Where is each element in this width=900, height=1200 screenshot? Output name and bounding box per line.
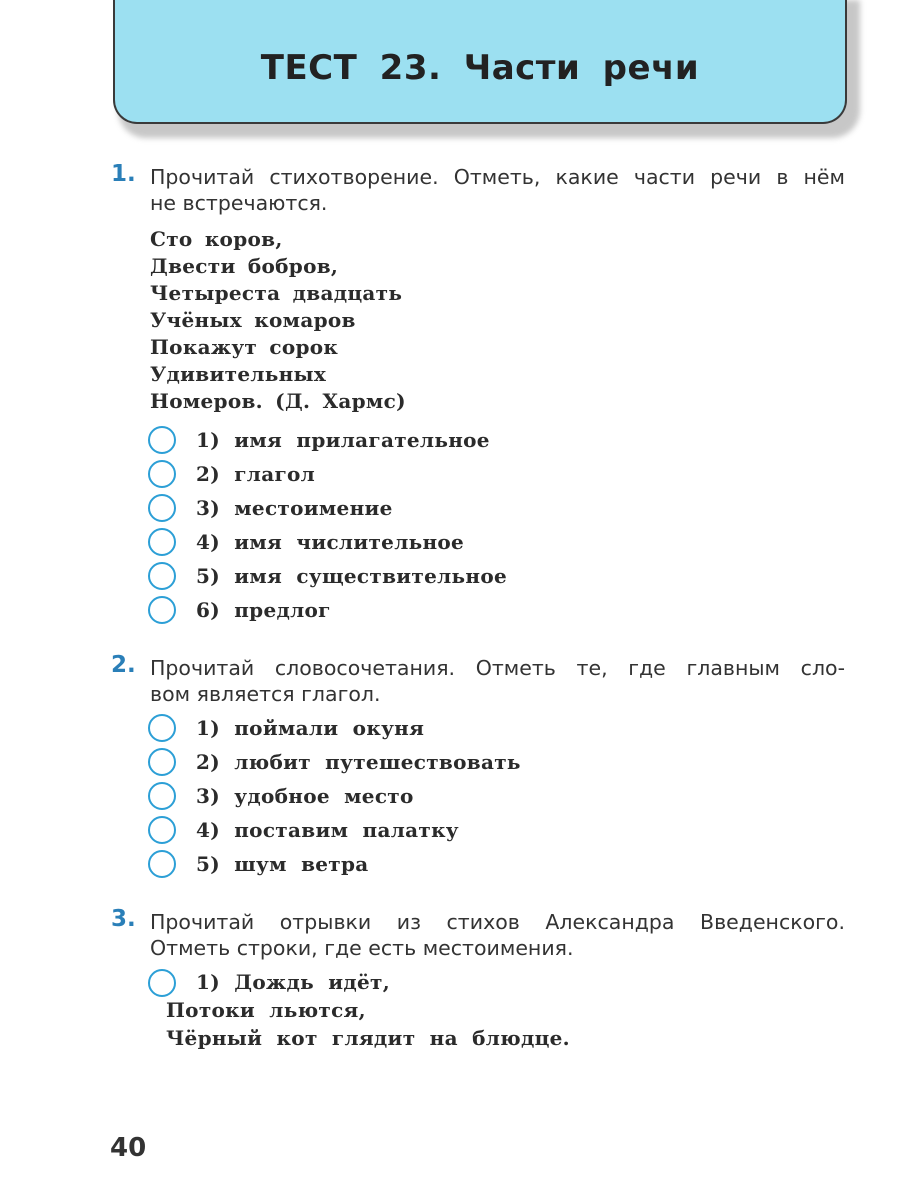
answer-radio[interactable] — [148, 460, 176, 488]
poem-line: Учёных комаров — [150, 308, 356, 332]
option-label: 4) имя числительное — [196, 530, 465, 554]
question-2-number: 2. — [111, 652, 136, 678]
question-3-text-line1: Прочитай отрывки из стихов Александра Введенского. — [150, 910, 845, 934]
q1-option-6[interactable] — [148, 595, 331, 625]
option-label: 2) любит путешествовать — [196, 750, 521, 774]
answer-radio[interactable] — [148, 562, 176, 590]
question-2-text-line1: Прочитай словосочетания. Отметь те, где главным сло- — [150, 656, 845, 680]
q1-option-5[interactable] — [148, 561, 507, 591]
q1-option-1[interactable] — [148, 425, 490, 455]
option-text-block — [166, 968, 570, 1052]
question-3-text-line2: Отметь строки, где есть местоимения. — [150, 936, 574, 960]
question-1-poem — [150, 226, 406, 415]
answer-radio[interactable] — [148, 969, 176, 997]
option-label: 2) глагол — [196, 462, 316, 486]
q2-option-3[interactable] — [148, 781, 414, 811]
answer-radio[interactable] — [148, 426, 176, 454]
answer-radio[interactable] — [148, 494, 176, 522]
q1-option-4[interactable] — [148, 527, 464, 557]
option-label: 1) имя прилагательное — [196, 428, 490, 452]
option-line: 1) Дождь идёт, — [196, 970, 390, 994]
q3-option-1[interactable] — [148, 968, 570, 1052]
answer-radio[interactable] — [148, 782, 176, 810]
answer-radio[interactable] — [148, 816, 176, 844]
poem-line: Номеров. (Д. Хармс) — [150, 389, 406, 413]
question-1-text-line1: Прочитай стихотворение. Отметь, какие части речи в нём — [150, 165, 845, 189]
answer-radio[interactable] — [148, 528, 176, 556]
option-label: 3) местоимение — [196, 496, 393, 520]
page-title: ТЕСТ 23. Части речи — [260, 48, 700, 88]
poem-line: Двести бобров, — [150, 254, 339, 278]
answer-radio[interactable] — [148, 748, 176, 776]
q2-option-1[interactable] — [148, 713, 424, 743]
question-1-number: 1. — [111, 161, 136, 187]
option-label: 6) предлог — [196, 598, 331, 622]
option-label: 4) поставим палатку — [196, 818, 459, 842]
question-1-text-line2: не встречаются. — [150, 191, 328, 215]
option-label: 5) шум ветра — [196, 852, 369, 876]
option-label: 1) поймали окуня — [196, 716, 425, 740]
poem-line: Четыреста двадцать — [150, 281, 403, 305]
question-3-number: 3. — [111, 906, 136, 932]
answer-radio[interactable] — [148, 714, 176, 742]
q1-option-2[interactable] — [148, 459, 315, 489]
q1-option-3[interactable] — [148, 493, 393, 523]
answer-radio[interactable] — [148, 850, 176, 878]
q2-option-4[interactable] — [148, 815, 459, 845]
option-line: Потоки льются, — [166, 998, 366, 1022]
option-label: 3) удобное место — [196, 784, 414, 808]
page-number: 40 — [110, 1133, 147, 1163]
option-label: 5) имя существительное — [196, 564, 508, 588]
poem-line: Удивительных — [150, 362, 327, 386]
q2-option-5[interactable] — [148, 849, 369, 879]
poem-line: Покажут сорок — [150, 335, 339, 359]
question-2-text-line2: вом является глагол. — [150, 682, 381, 706]
answer-radio[interactable] — [148, 596, 176, 624]
q2-option-2[interactable] — [148, 747, 521, 777]
option-line: Чёрный кот глядит на блюдце. — [166, 1026, 570, 1050]
poem-line: Сто коров, — [150, 227, 283, 251]
